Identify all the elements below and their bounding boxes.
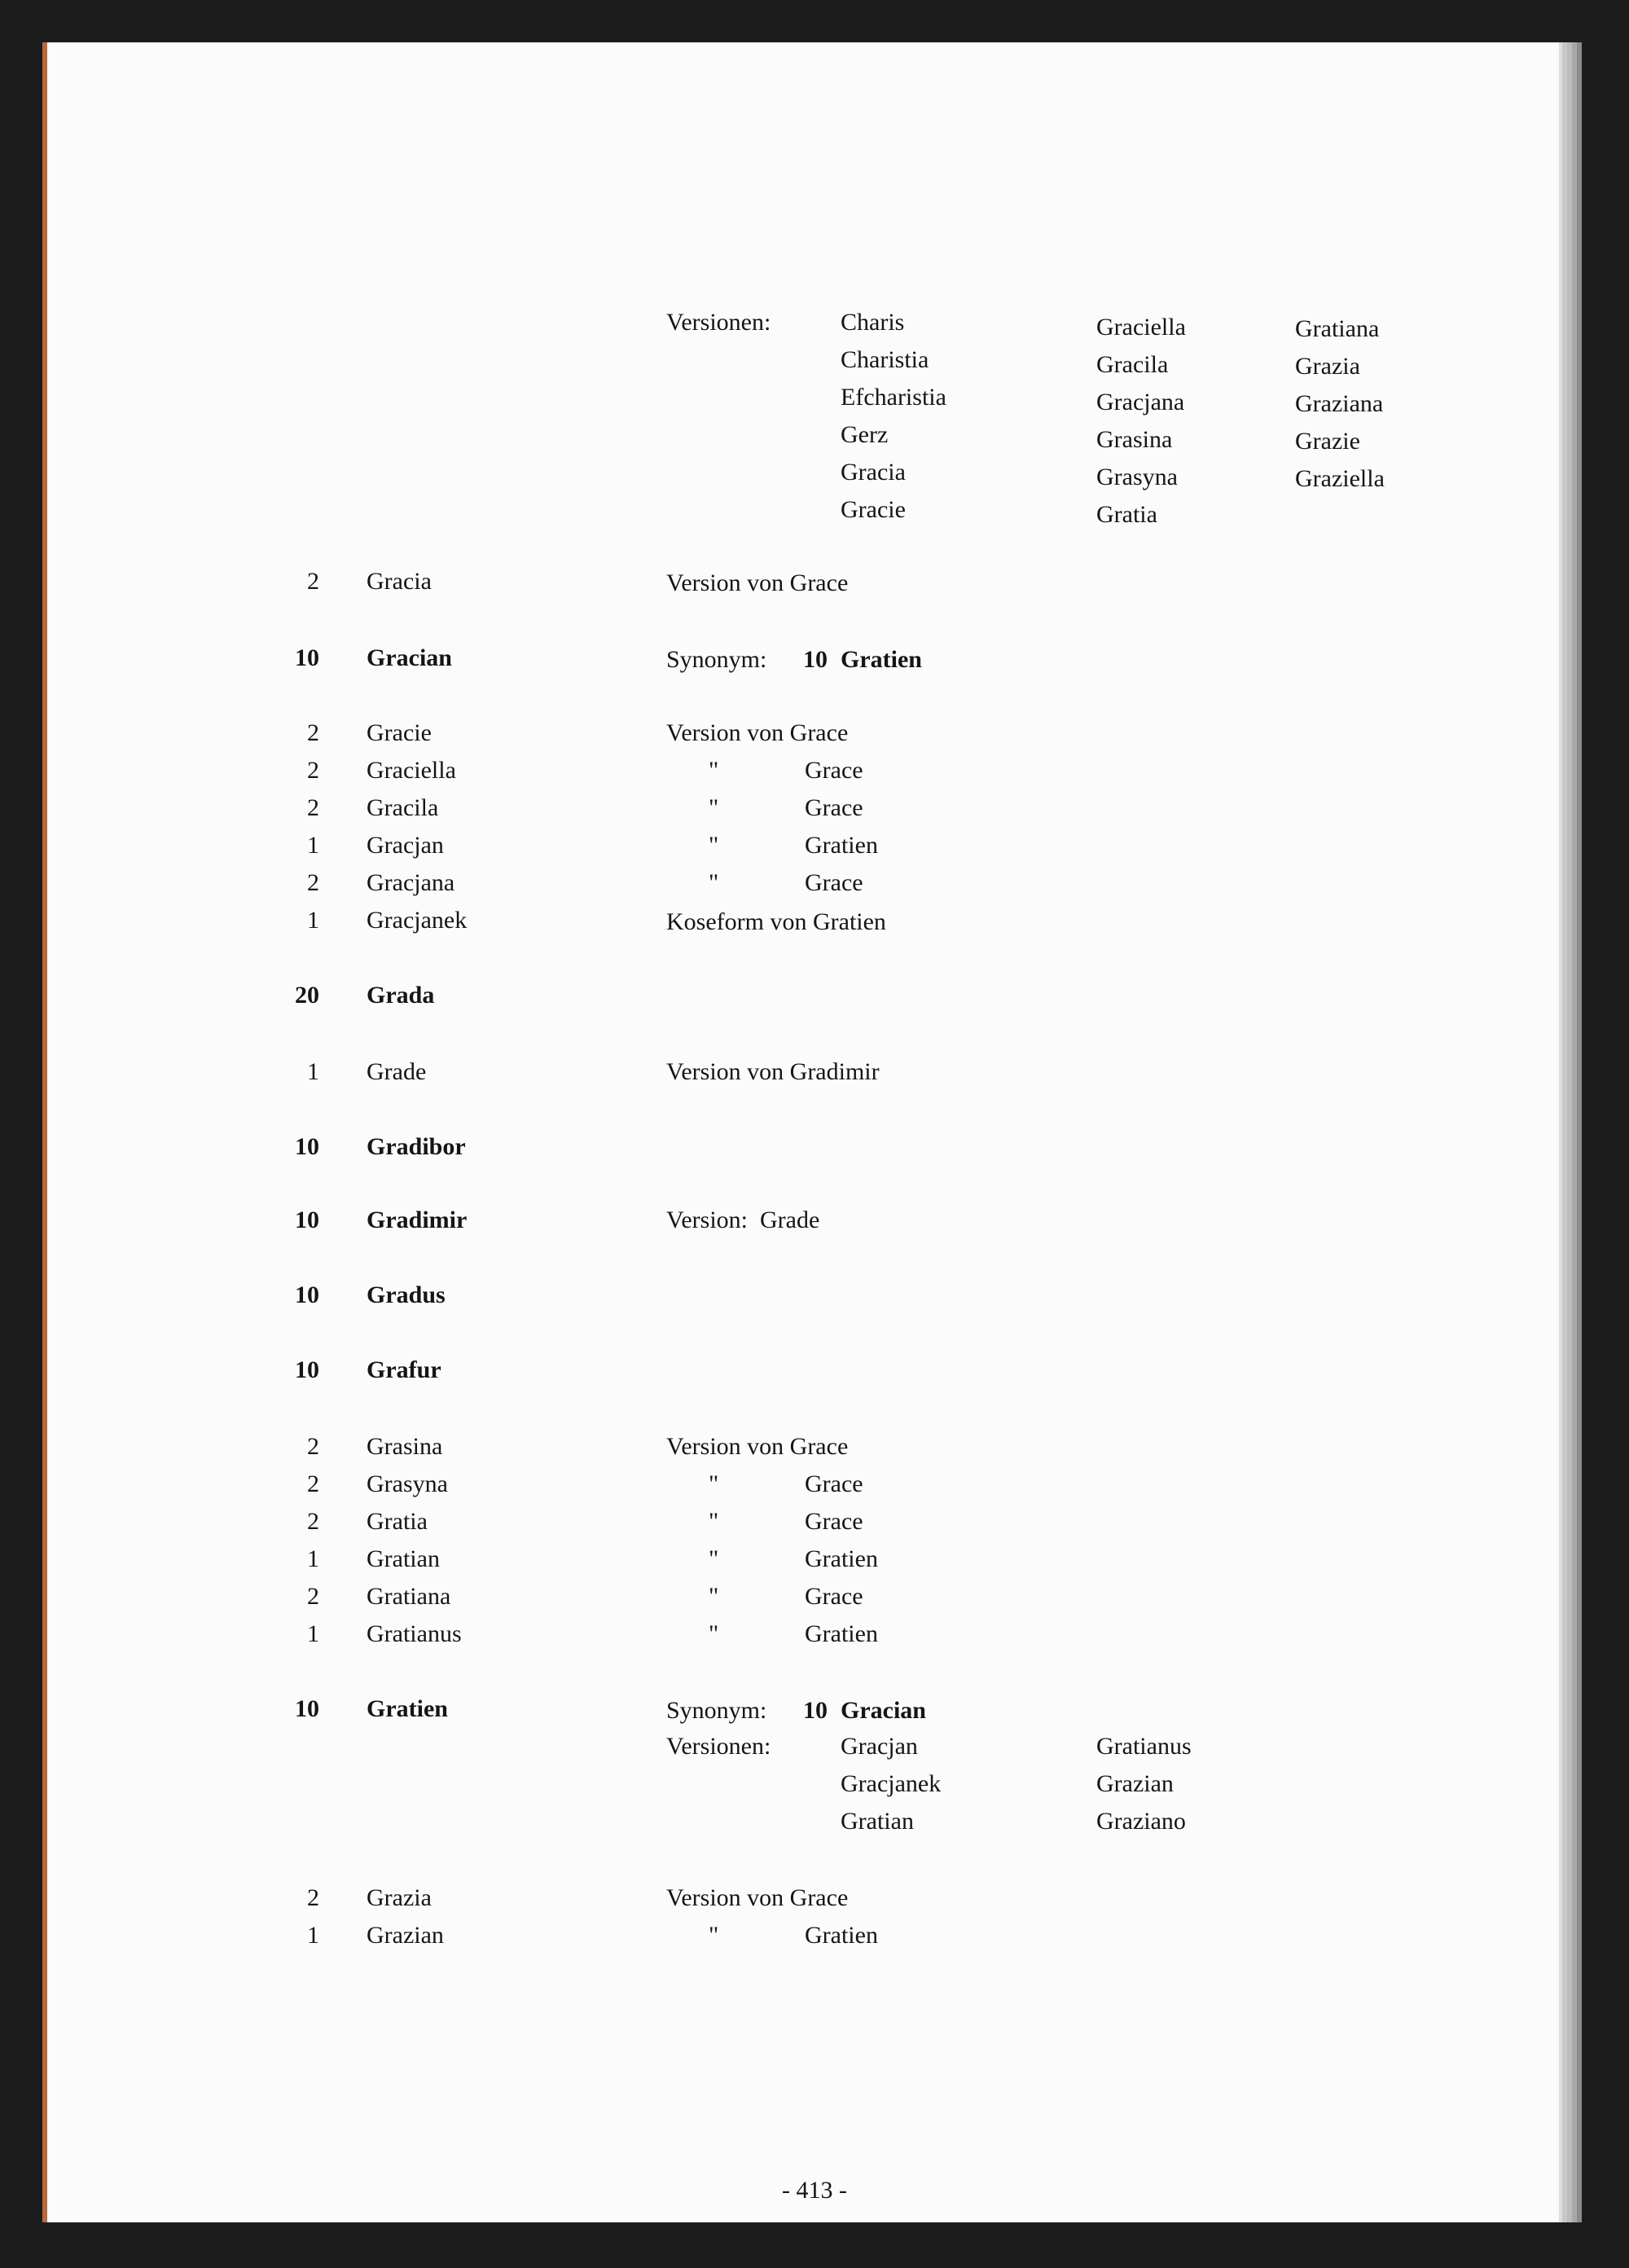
version-name: Gracjan: [841, 1733, 918, 1760]
entry-ref-name: Grace: [805, 1583, 863, 1610]
version-name: Gracie: [841, 496, 906, 523]
entry-name: Gratiana: [367, 1583, 451, 1610]
entry-number: 2: [307, 1433, 319, 1460]
entry-name: Gradus: [367, 1281, 446, 1308]
entry-number: 2: [307, 869, 319, 896]
entry-number: 1: [307, 832, 319, 859]
ditto-mark: ": [709, 1620, 719, 1647]
entry-relation: Version von Gradimir: [666, 1058, 880, 1085]
version-name: Grasyna: [1096, 464, 1178, 490]
entry-name: Gratia: [367, 1508, 428, 1535]
versions-label: Versionen:: [666, 309, 771, 336]
version-name: Gratian: [841, 1808, 914, 1835]
entry-name: Gratien: [367, 1695, 448, 1722]
entry-name: Grafur: [367, 1356, 441, 1383]
entry-name: Grazia: [367, 1884, 432, 1911]
entry-relation: Version von Grace: [666, 719, 849, 746]
version-name: Gerz: [841, 421, 889, 448]
entry-number: 10: [295, 644, 319, 671]
page-number: - 413 -: [782, 2177, 847, 2204]
entry-number: 2: [307, 1470, 319, 1497]
ditto-mark: ": [709, 869, 719, 896]
entry-ref-name: Grace: [805, 757, 863, 784]
ditto-mark: ": [709, 1922, 719, 1949]
entry-number: 10: [295, 1133, 319, 1160]
version-name: Gratia: [1096, 501, 1157, 528]
version-name: Gracila: [1096, 351, 1169, 378]
entry-relation: Version: Grade: [666, 1207, 820, 1233]
version-name: Gracjana: [1096, 389, 1185, 415]
entry-number: 2: [307, 568, 319, 595]
entry-ref-number: 10: [803, 1697, 828, 1724]
version-name: Graziella: [1295, 465, 1385, 492]
ditto-mark: ": [709, 1583, 719, 1610]
entry-number: 10: [295, 1695, 319, 1722]
entry-number: 10: [295, 1281, 319, 1308]
entry-name: Gracie: [367, 719, 432, 746]
version-name: Grazia: [1295, 353, 1360, 380]
entry-name: Graciella: [367, 757, 456, 784]
entry-number: 1: [307, 1922, 319, 1949]
version-name: Gracia: [841, 459, 906, 486]
entry-number: 2: [307, 719, 319, 746]
entry-name: Gracjanek: [367, 907, 468, 934]
entry-number: 1: [307, 1620, 319, 1647]
version-name: Gratiana: [1295, 315, 1380, 342]
entry-name: Gradibor: [367, 1133, 466, 1160]
version-name: Efcharistia: [841, 384, 946, 411]
entry-name: Gracia: [367, 568, 432, 595]
entry-number: 2: [307, 757, 319, 784]
ditto-mark: ": [709, 1508, 719, 1535]
ditto-mark: ": [709, 794, 719, 821]
ditto-mark: ": [709, 757, 719, 784]
entry-ref-name: Gratien: [805, 1922, 878, 1949]
version-name: Grazie: [1295, 428, 1360, 455]
version-name: Charistia: [841, 346, 929, 373]
entry-name: Gratian: [367, 1545, 440, 1572]
ditto-mark: ": [709, 832, 719, 859]
entry-name: Gradimir: [367, 1207, 468, 1233]
entry-name: Grasyna: [367, 1470, 448, 1497]
version-name: Graziano: [1096, 1808, 1186, 1835]
version-name: Gratianus: [1096, 1733, 1192, 1760]
entry-number: 10: [295, 1207, 319, 1233]
entry-name: Grazian: [367, 1922, 444, 1949]
entry-name: Gracila: [367, 794, 439, 821]
entry-ref-number: 10: [803, 646, 828, 673]
entry-name: Grada: [367, 982, 435, 1009]
entry-name: Grasina: [367, 1433, 443, 1460]
entry-name: Gracian: [367, 644, 452, 671]
versions-label: Versionen:: [666, 1733, 771, 1760]
entry-ref-name: Gratien: [805, 1545, 878, 1572]
entry-number: 2: [307, 794, 319, 821]
entry-number: 2: [307, 1508, 319, 1535]
version-name: Charis: [841, 309, 905, 336]
entry-name: Gracjan: [367, 832, 444, 859]
entry-number: 20: [295, 982, 319, 1009]
entry-number: 10: [295, 1356, 319, 1383]
entry-ref-name: Gracian: [841, 1697, 926, 1724]
entry-number: 2: [307, 1884, 319, 1911]
entry-relation: Synonym:: [666, 646, 767, 673]
entry-name: Gratianus: [367, 1620, 462, 1647]
entry-ref-name: Gratien: [841, 646, 922, 673]
entry-ref-name: Grace: [805, 869, 863, 896]
ditto-mark: ": [709, 1470, 719, 1497]
version-name: Graziana: [1295, 390, 1384, 417]
entry-ref-name: Gratien: [805, 832, 878, 859]
entry-name: Grade: [367, 1058, 427, 1085]
entry-number: 1: [307, 1545, 319, 1572]
entry-number: 1: [307, 1058, 319, 1085]
entry-number: 1: [307, 907, 319, 934]
version-name: Graciella: [1096, 314, 1186, 341]
entry-ref-name: Gratien: [805, 1620, 878, 1647]
entry-relation: Version von Grace: [666, 1433, 849, 1460]
entry-relation: Synonym:: [666, 1697, 767, 1724]
entry-ref-name: Grace: [805, 794, 863, 821]
version-name: Gracjanek: [841, 1770, 942, 1797]
version-name: Grazian: [1096, 1770, 1174, 1797]
entry-ref-name: Grace: [805, 1508, 863, 1535]
entry-number: 2: [307, 1583, 319, 1610]
entry-name: Gracjana: [367, 869, 455, 896]
entry-ref-name: Grace: [805, 1470, 863, 1497]
entry-relation: Version von Grace: [666, 1884, 849, 1911]
entry-relation: Version von Grace: [666, 569, 849, 596]
version-name: Grasina: [1096, 426, 1173, 453]
ditto-mark: ": [709, 1545, 719, 1572]
entry-relation: Koseform von Gratien: [666, 908, 886, 935]
